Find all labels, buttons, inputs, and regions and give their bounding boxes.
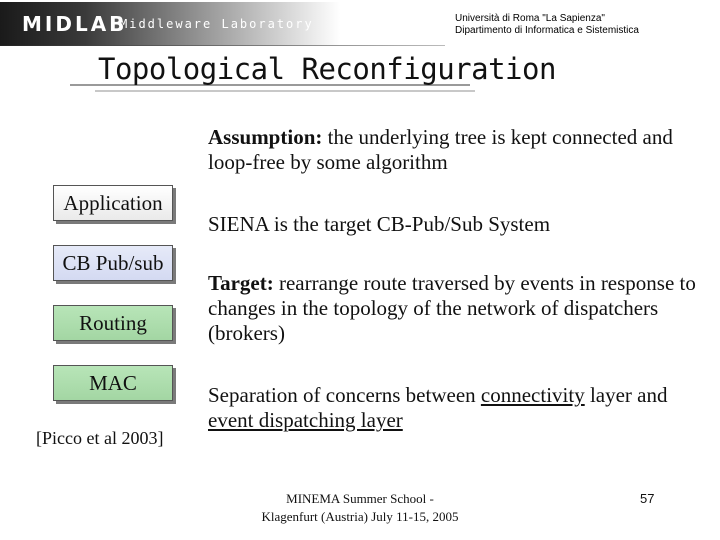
university-name: Università di Roma "La Sapienza" — [455, 13, 605, 24]
page-number: 57 — [640, 491, 655, 506]
slide-title: Topological Reconfiguration — [98, 52, 556, 86]
reference-citation: [Picco et al 2003] — [36, 428, 164, 448]
target-paragraph — [208, 271, 708, 346]
footer-school: MINEMA Summer School - — [286, 491, 434, 506]
layer-routing: Routing — [53, 305, 173, 341]
header-banner — [0, 0, 720, 46]
midlab-logo: MIDLAB — [22, 12, 128, 36]
layer-mac: MAC — [53, 365, 173, 401]
footer-location-date: Klagenfurt (Austria) July 11-15, 2005 — [261, 509, 459, 524]
separation-paragraph — [208, 383, 708, 433]
university-info — [455, 13, 639, 37]
connectivity-term: connectivity — [480, 383, 585, 407]
department-name: Dipartimento di Informatica e Sistemistica — [455, 25, 639, 36]
separation-middle: layer and — [584, 383, 668, 407]
layer-cb-pubsub: CB Pub/sub — [53, 245, 173, 281]
target-label: Target: — [208, 271, 274, 295]
title-underline-secondary — [95, 90, 475, 92]
assumption-label: Assumption: — [208, 125, 323, 149]
siena-paragraph: SIENA is the target CB-Pub/Sub System — [208, 212, 551, 236]
banner-divider — [0, 45, 445, 46]
target-text: rearrange route traversed by events in response to changes in the topology of the network of dispatchers (brokers) — [208, 271, 696, 345]
assumption-text: the underlying tree is kept connected and loop-free by some algorithm — [208, 125, 673, 174]
separation-prefix: Separation of concerns between — [208, 383, 481, 407]
layer-application: Application — [53, 185, 173, 221]
footer-text — [230, 490, 490, 526]
assumption-paragraph — [208, 125, 708, 175]
event-dispatching-term: event dispatching layer — [208, 408, 403, 432]
logo-subtitle: Middleware Laboratory — [120, 17, 314, 31]
